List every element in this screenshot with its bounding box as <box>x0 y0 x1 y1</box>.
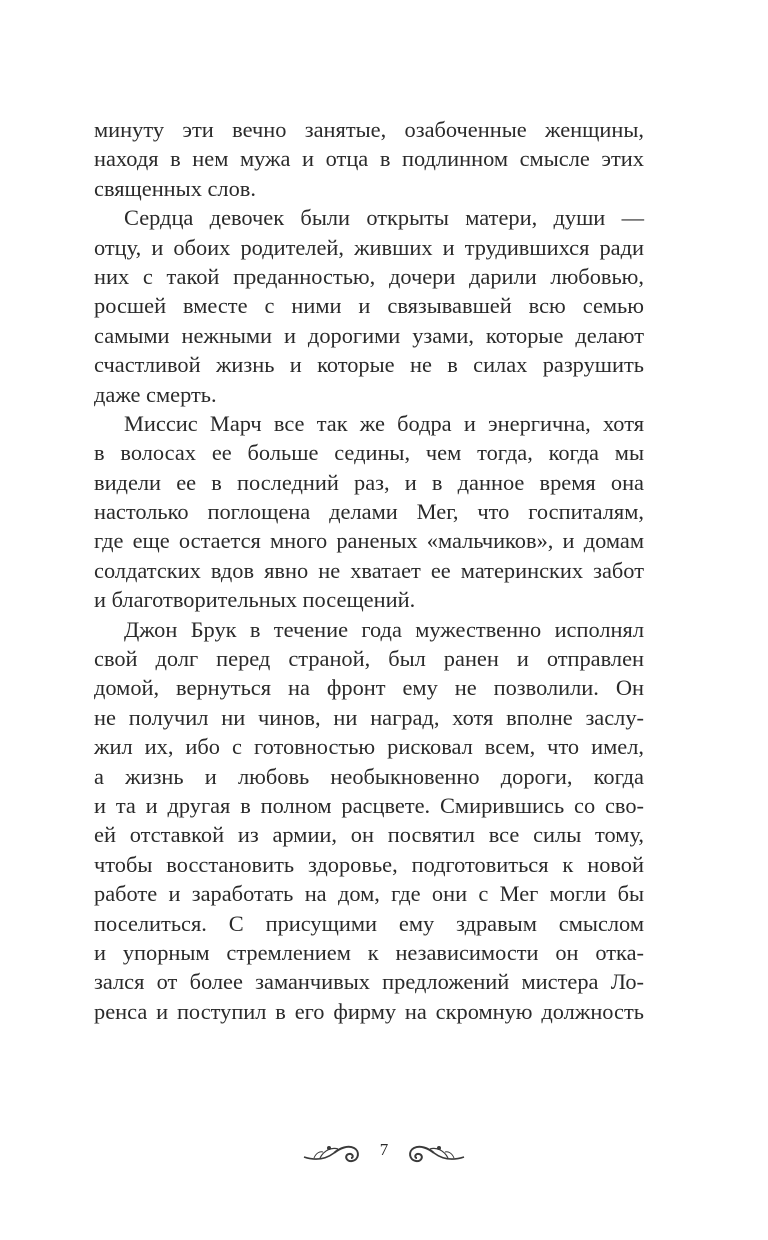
text-line: солдатских вдов явно не хватает ее материнских забот <box>94 557 644 583</box>
paragraph <box>94 203 644 409</box>
text-line: видели ее в последний раз, и в данное время она <box>94 469 644 495</box>
text-line: в волосах ее больше седины, чем тогда, когда мы <box>94 440 644 466</box>
text-line: самыми нежными и дорогими узами, которые делают <box>94 322 644 348</box>
text-line: чтобы восстановить здоровье, подготовиться к новой <box>94 851 644 877</box>
text-line: священных слов. <box>94 175 256 201</box>
body-text <box>94 115 644 1026</box>
text-line: и упорным стремлением к независимости он отка- <box>94 939 644 965</box>
text-line: Джон Брук в течение года мужественно исполнял <box>124 616 644 642</box>
text-line: а жизнь и любовь необыкновенно дороги, когда <box>94 763 644 789</box>
text-line: отцу, и обоих родителей, живших и трудившихся ради <box>94 234 644 260</box>
text-line: зался от более заманчивых предложений мистера Ло- <box>94 969 644 995</box>
text-line: росшей вместе с ними и связывавшей всю семью <box>94 293 644 319</box>
page-footer <box>0 1130 768 1170</box>
paragraph <box>94 409 644 615</box>
flourish-left-icon <box>302 1133 368 1167</box>
text-line: даже смерть. <box>94 381 217 407</box>
page-number: 7 <box>379 1140 389 1159</box>
text-line: домой, вернуться на фронт ему не позволили. Он <box>94 675 644 701</box>
text-line: них с такой преданностью, дочери дарили любовью, <box>94 263 644 289</box>
text-line: ей отставкой из армии, он посвятил все силы тому, <box>94 822 644 848</box>
text-line: Миссис Марч все так же бодра и энергична, хотя <box>124 410 644 436</box>
text-line: находя в нем мужа и отца в подлинном смысле этих <box>94 146 644 172</box>
text-line: Сердца девочек были открыты матери, души — <box>124 205 644 231</box>
flourish-right-icon <box>400 1133 466 1167</box>
text-line: работе и заработать на дом, где они с Мег могли бы <box>94 881 644 907</box>
text-line: не получил ни чинов, ни наград, хотя вполне заслу- <box>94 704 644 730</box>
text-line: настолько поглощена делами Мег, что госпиталям, <box>94 499 644 525</box>
text-line: поселиться. С присущими ему здравым смыслом <box>94 910 644 936</box>
text-line: жил их, ибо с готовностью рисковал всем, что имел, <box>94 734 644 760</box>
text-line: счастливой жизнь и которые не в силах разрушить <box>94 352 644 378</box>
text-line: ренса и поступил в его фирму на скромную должность <box>94 998 644 1024</box>
text-line: и благотворительных посещений. <box>94 587 416 613</box>
paragraph <box>94 615 644 1026</box>
text-line: и та и другая в полном расцвете. Смирившись со сво- <box>94 792 644 818</box>
text-line: свой долг перед страной, был ранен и отправлен <box>94 646 644 672</box>
text-line: где еще остается много раненых «мальчиков», и домам <box>94 528 644 554</box>
text-line: минуту эти вечно занятые, озабоченные женщины, <box>94 117 644 142</box>
paragraph <box>94 115 644 203</box>
